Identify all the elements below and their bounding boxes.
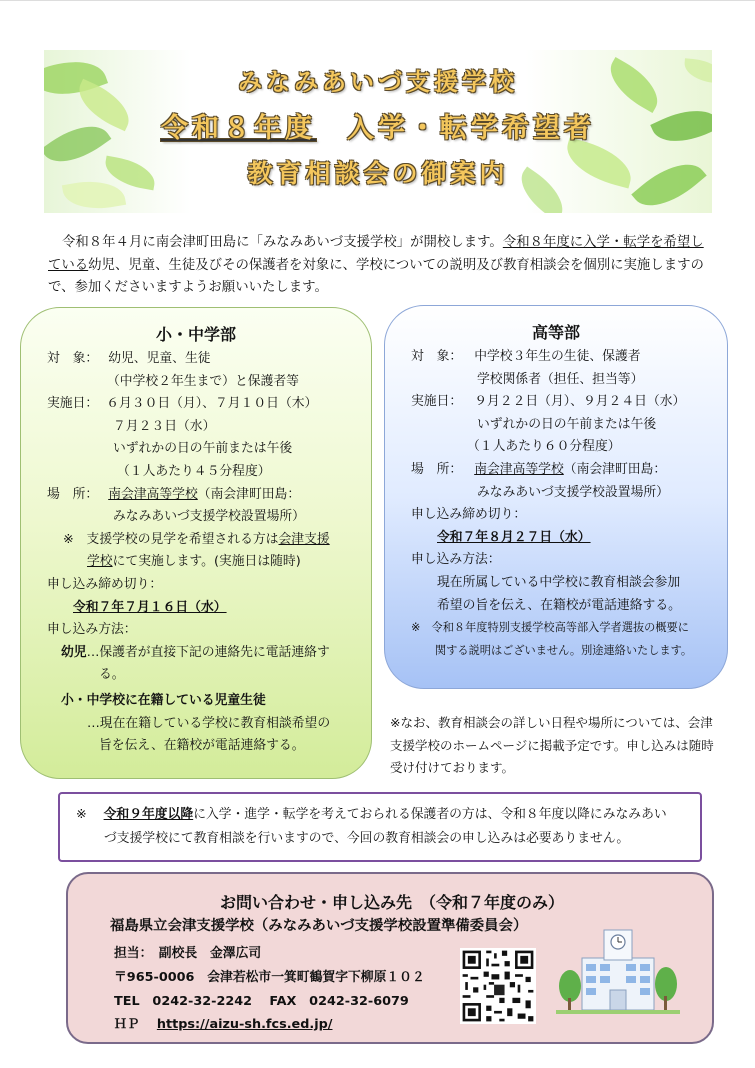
high-method-row-1: 現在所属している中学校に教育相談会参加 bbox=[437, 574, 681, 590]
elementary-note-row bbox=[47, 529, 371, 552]
method-term: 幼児 bbox=[61, 644, 87, 660]
notice-mark: ※ bbox=[76, 807, 87, 822]
high-method-label: 申し込み方法： bbox=[411, 552, 501, 568]
value: ６月３０日（月）、７月１０日（木） bbox=[106, 396, 318, 412]
high-school-title: 高等部 bbox=[531, 323, 580, 342]
high-deadline-label: 申し込み締め切り： bbox=[411, 507, 527, 523]
value: （南会津町田島： bbox=[197, 486, 301, 502]
contact-tel-fax: TEL 0242-32-2242 FAX 0242-32-6079 bbox=[114, 994, 409, 1009]
contact-person: 担当： 副校長 金澤広司 bbox=[114, 946, 262, 961]
title-year-prefix: 令和８年度 bbox=[161, 113, 316, 144]
elementary-deadline bbox=[47, 597, 371, 620]
elementary-method-row-2: 小・中学校に在籍している児童生徒 bbox=[61, 692, 266, 708]
notice-line-1 bbox=[76, 803, 688, 827]
elementary-method-row-1 bbox=[47, 642, 371, 665]
high-place-row bbox=[411, 459, 727, 482]
value: 南会津高等学校 bbox=[108, 486, 198, 502]
label: 実施日： bbox=[47, 396, 99, 412]
notice-text: に入学・進学・転学を考えておられる保護者の方は、令和８年度以降にみなみあい bbox=[193, 807, 667, 822]
side-note: ※なお、教育相談会の詳しい日程や場所については、会津支援学校のホームページに掲載予定です。申し込みは随時受け付けております。 bbox=[390, 715, 714, 775]
contact-box bbox=[66, 872, 714, 1044]
elementary-title: 小・中学部 bbox=[155, 325, 236, 344]
intro-part2: 令和８年度に入学・転学を希望している bbox=[48, 235, 704, 273]
note-text: 会津支援 bbox=[278, 531, 330, 547]
elementary-date-row-4: （１人あたり４５分程度） bbox=[117, 463, 271, 479]
label: 実施日： bbox=[411, 394, 463, 410]
hp-label: ＨＰ bbox=[114, 1017, 140, 1032]
intro-part1: 令和８年４月に南会津町田島に「みなみあいづ支援学校」が開校します。 bbox=[62, 235, 503, 250]
notice-year: 令和９年度以降 bbox=[103, 807, 194, 822]
high-target-row bbox=[411, 346, 727, 369]
contact-address: 〒965-0006 会津若松市一箕町鶴賀字下柳原１０２ bbox=[114, 970, 425, 985]
elementary-target-row bbox=[47, 348, 371, 371]
elementary-date-row-2: ７月２３日（水） bbox=[113, 418, 216, 434]
high-method-row-2: 希望の旨を伝え、在籍校が電話連絡する。 bbox=[437, 597, 681, 613]
elementary-note-row-2 bbox=[47, 551, 371, 574]
elementary-method-row-1b: る。 bbox=[99, 667, 125, 683]
title-year-suffix: 入学・転学希望者 bbox=[347, 113, 595, 144]
label: 対 象： bbox=[411, 349, 463, 364]
title-year bbox=[44, 106, 712, 145]
label: 場 所： bbox=[47, 486, 99, 502]
homepage-link[interactable]: https://aizu-sh.fcs.ed.jp/ bbox=[156, 1017, 333, 1032]
elementary-method-row-4: 旨を伝え、在籍校が電話連絡する。 bbox=[99, 738, 305, 754]
note-text: にて実施します。(実施日は随時) bbox=[112, 554, 301, 570]
school-building-icon bbox=[556, 924, 680, 1014]
value: ９月２２日（月）、９月２４日（水） bbox=[474, 394, 686, 410]
notice-box bbox=[58, 792, 702, 862]
deadline-value: 令和７年８月２７日（水） bbox=[437, 529, 591, 545]
high-school-panel bbox=[384, 305, 728, 689]
title-school: みなみあいづ支援学校 bbox=[238, 68, 518, 96]
elementary-panel bbox=[20, 307, 372, 779]
contact-heading: お問い合わせ・申し込み先 （令和７年度のみ） bbox=[219, 893, 564, 912]
elementary-date-row bbox=[47, 393, 371, 416]
high-date-row bbox=[411, 391, 727, 414]
elementary-target-row-2: （中学校２年生まで）と保護者等 bbox=[107, 373, 299, 389]
intro-part3: 幼児、児童、生徒及びその保護者を対象に、学校についての説明及び教育相談会を個別に実施しますので、参加くださいますようお願いいたします。 bbox=[48, 257, 704, 295]
title-guidance: 教育相談会の御案内 bbox=[247, 159, 509, 188]
value: 幼児、児童、生徒 bbox=[108, 351, 211, 366]
elementary-date-row-3: いずれかの日の午前または午後 bbox=[113, 441, 293, 457]
contact-org: 福島県立会津支援学校（みなみあいづ支援学校設置準備委員会） bbox=[110, 918, 528, 934]
note-text: 学校 bbox=[87, 554, 113, 570]
qr-code-icon[interactable] bbox=[460, 948, 536, 1024]
high-date-row-3: （１人あたり６０分程度） bbox=[467, 439, 621, 455]
elementary-method-label: 申し込み方法： bbox=[47, 622, 137, 638]
elementary-deadline-label: 申し込み締め切り： bbox=[47, 576, 163, 592]
value: 南会津高等学校 bbox=[474, 461, 564, 477]
elementary-method-row-3: …現在在籍している学校に教育相談希望の bbox=[87, 715, 331, 731]
header-banner bbox=[44, 50, 712, 213]
label: 対 象： bbox=[47, 351, 99, 366]
elementary-place-row bbox=[47, 484, 371, 507]
elementary-place-row-2: みなみあいづ支援学校設置場所） bbox=[113, 509, 305, 525]
high-deadline bbox=[411, 527, 727, 550]
value: 中学校３年生の生徒、保護者 bbox=[474, 349, 641, 364]
deadline-value: 令和７年７月１６日（水） bbox=[73, 599, 227, 615]
note-text: ※ 支援学校の見学を希望される方は bbox=[63, 531, 279, 547]
high-note-row-1: ※ 令和８年度特別支援学校高等部入学者選抜の概要に bbox=[411, 621, 689, 635]
high-place-row-2: みなみあいづ支援学校設置場所） bbox=[477, 484, 669, 500]
high-target-row-2: 学校関係者（担任、担当等） bbox=[477, 371, 644, 387]
high-date-row-2: いずれかの日の午前または午後 bbox=[477, 416, 657, 432]
label: 場 所： bbox=[411, 461, 463, 477]
contact-hp-row bbox=[114, 1013, 332, 1032]
method-text: …保護者が直接下記の連絡先に電話連絡す bbox=[86, 644, 330, 660]
intro-paragraph bbox=[48, 232, 713, 300]
value: （南会津町田島： bbox=[563, 461, 667, 477]
high-note-row-2: 関する説明はございません。別途連絡いたします。 bbox=[435, 643, 693, 657]
notice-line-2: づ支援学校にて教育相談を行いますので、今回の教育相談会の申し込みは必要ありません。 bbox=[104, 831, 630, 846]
